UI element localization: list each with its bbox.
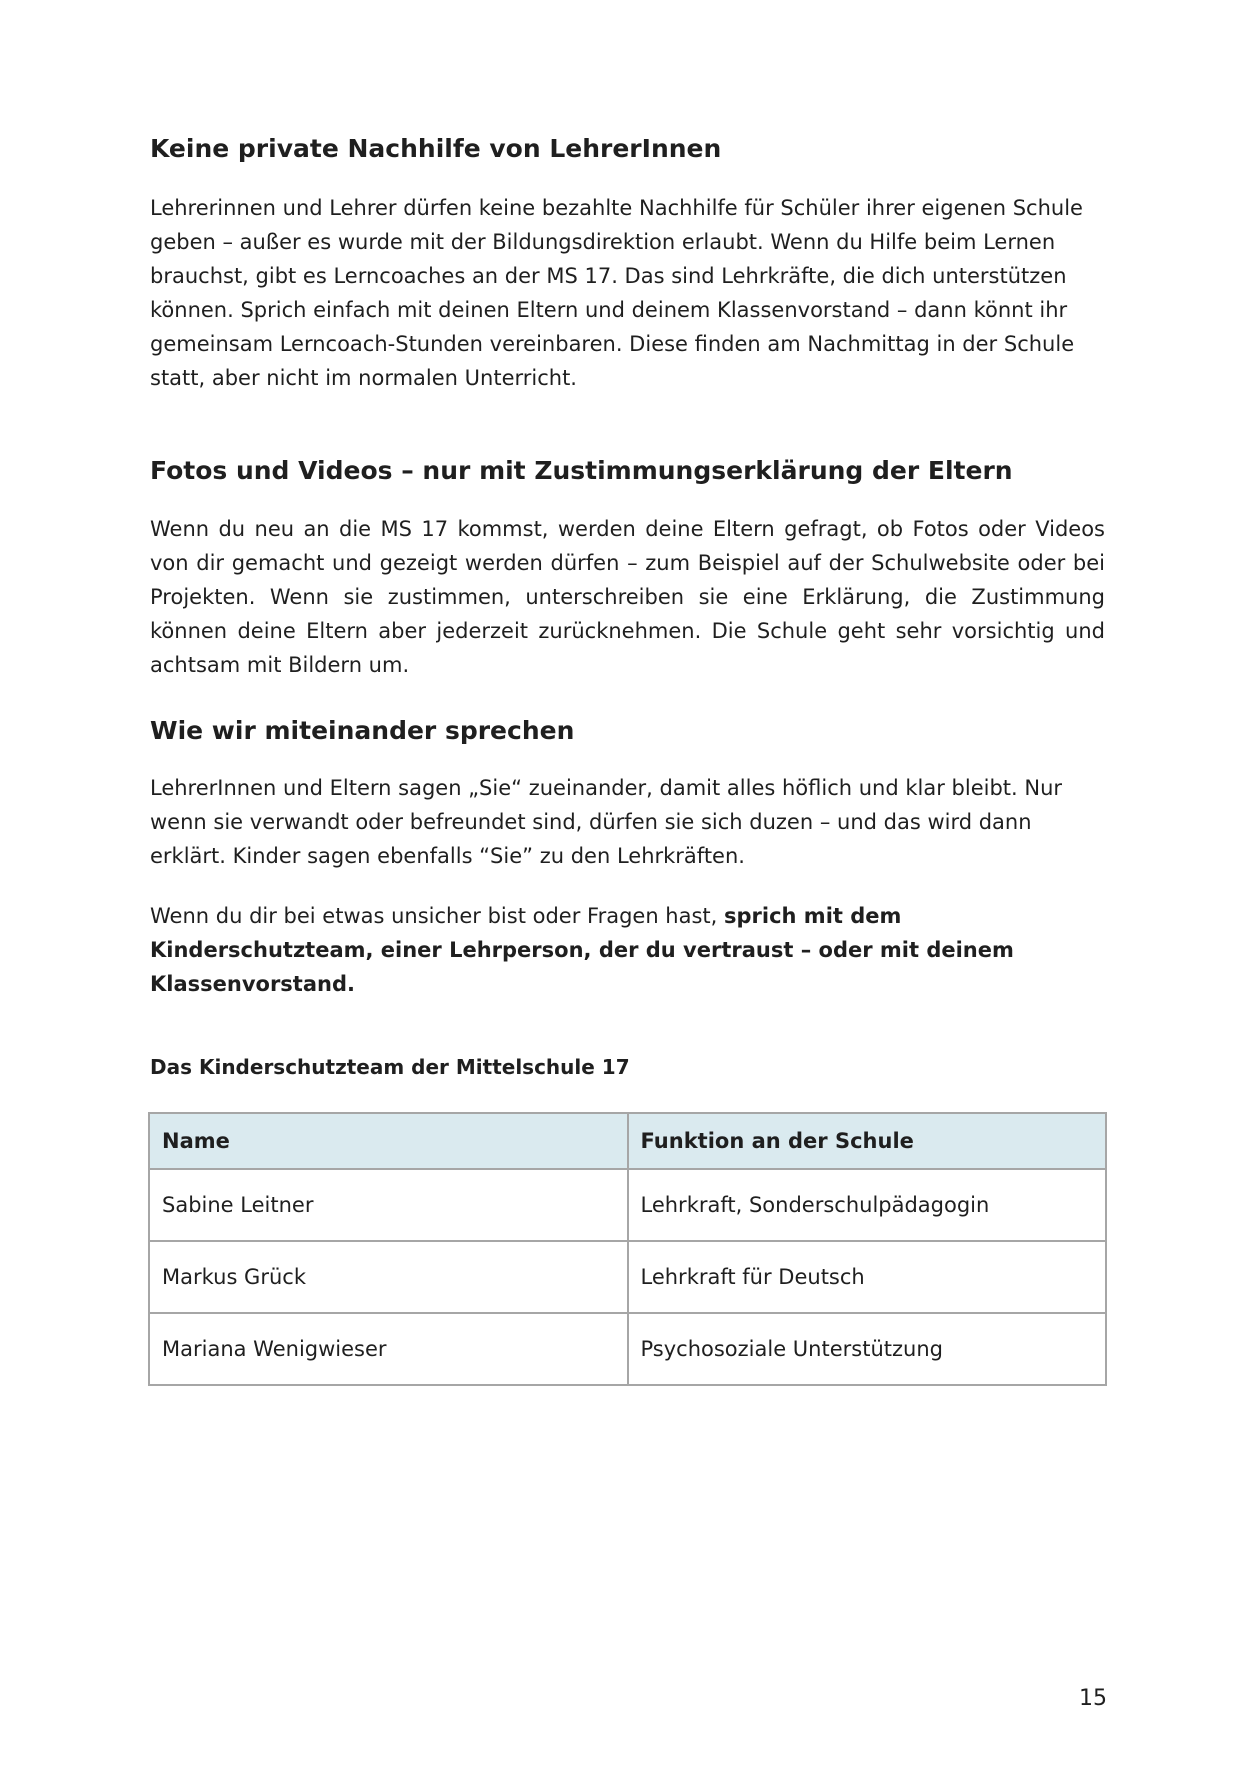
cell-name: Markus Grück [149, 1241, 628, 1313]
paragraph-sprechen: LehrerInnen und Eltern sagen „Sie“ zueinander, damit alles höflich und klar bleibt. Nur wenn sie verwandt oder befreundet sind, dürfen sie sich duzen – und das wird dann erklärt. Kinder sagen ebenfalls “Sie” zu den Lehrkräften. [150, 776, 1063, 868]
advice-bold-text: sprich mit dem Kinderschutzteam, einer Lehrperson, der du vertraust – oder mit deinem Klassenvorstand. [150, 904, 1014, 996]
heading-fotos: Fotos und Videos – nur mit Zustimmungserklärung der Eltern [150, 456, 1013, 485]
header-function: Funktion an der Schule [628, 1113, 1107, 1169]
header-name: Name [149, 1113, 628, 1169]
advice-text: Wenn du dir bei etwas unsicher bist oder Fragen hast, [150, 904, 725, 928]
cell-name: Sabine Leitner [149, 1169, 628, 1241]
table-row [149, 1313, 1106, 1385]
paragraph-fotos: Wenn du neu an die MS 17 kommst, werden deine Eltern gefragt, ob Fotos oder Videos von dir gemacht und gezeigt werden dürfen – zum Beispiel auf der Schulwebsite oder bei Projekten. Wenn sie zustimmen, unterschreiben sie eine Erklärung, die Zustimmung können deine Eltern aber jederzeit zurücknehmen. Die Schule geht sehr vorsichtig und achtsam mit Bildern um. [150, 517, 1105, 677]
cell-function: Lehrkraft, Sonderschulpädagogin [628, 1169, 1107, 1241]
table-header-row [149, 1113, 1106, 1169]
cell-function: Psychosoziale Unterstützung [628, 1313, 1107, 1385]
table-row [149, 1169, 1106, 1241]
heading-sprechen: Wie wir miteinander sprechen [150, 716, 575, 745]
cell-name: Mariana Wenigwieser [149, 1313, 628, 1385]
team-table [148, 1112, 1107, 1386]
heading-nachhilfe: Keine private Nachhilfe von LehrerInnen [150, 134, 722, 163]
paragraph-advice [150, 899, 1105, 1001]
page-number: 15 [1079, 1686, 1107, 1711]
paragraph-nachhilfe: Lehrerinnen und Lehrer dürfen keine bezahlte Nachhilfe für Schüler ihrer eigenen Schule geben – außer es wurde mit der Bildungsdirektion erlaubt. Wenn du Hilfe beim Lernen brauchst, gibt es Lerncoaches an der MS 17. Das sind Lehrkräfte, die dich unterstützen können. Sprich einfach mit deinen Eltern und deinem Klassenvorstand – dann könnt ihr gemeinsam Lerncoach-Stunden vereinbaren. Diese finden am Nachmittag in der Schule statt, aber nicht im normalen Unterricht. [150, 196, 1083, 390]
cell-function: Lehrkraft für Deutsch [628, 1241, 1107, 1313]
table-row [149, 1241, 1106, 1313]
table-caption: Das Kinderschutzteam der Mittelschule 17 [150, 1055, 630, 1079]
